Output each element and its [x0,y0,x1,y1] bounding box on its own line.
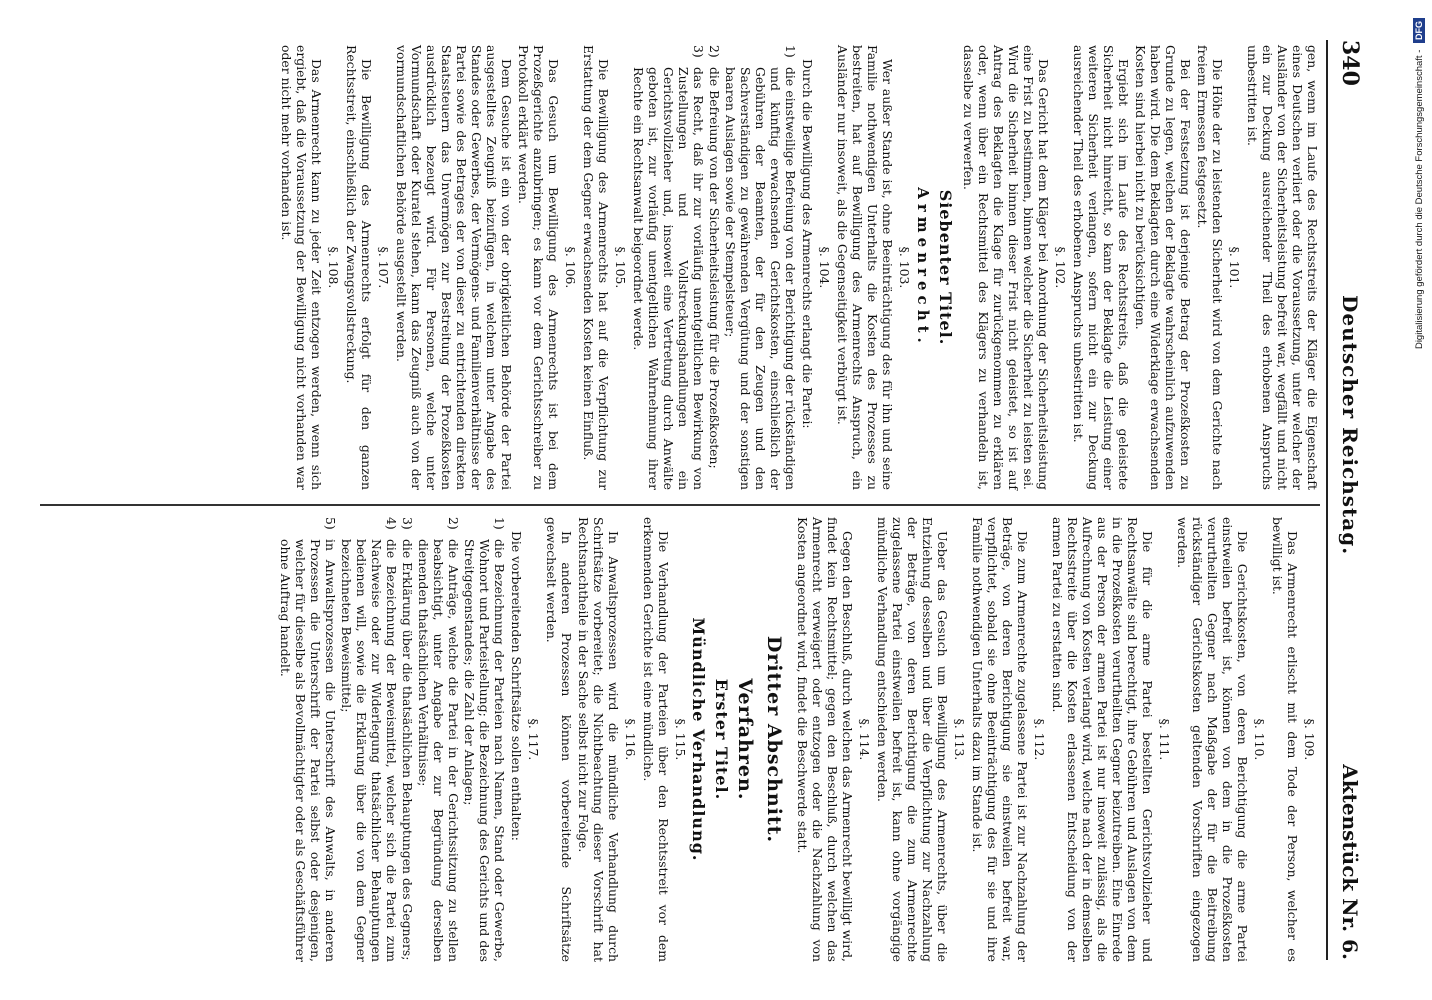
paragraph: Ergiebt sich im Laufe des Rechtsstreits, daß die geleistete Sicherheit nicht hinreicht, so kann der Beklagte die Leistung einer weiteren Sicherheit verlangen, sofern nicht ein zur Deckung ausreichender Theil des erhobenen Anspruchs unbestritten ist. [1071,45,1131,490]
title-heading: Erster Titel. [712,678,731,801]
section-heading: §. 108. [326,246,341,289]
paragraph: Wer außer Stande ist, ohne Beeinträchtigung des für ihn und seine Familie nothwendigen Unterhalts die Kosten des Prozesses zu bestreiten, hat auf Bewilligung des Armenrechts Anspruch, ein Ausländer nur insoweit, als die Gegenseitigkeit verbürgt ist. [835,45,895,490]
page-title: Deutscher Reichstag. [1338,295,1362,556]
rotated-document-page [10,0,1390,1000]
list-item: 3) die Erklärung über die thatsächlichen Behauptungen des Gegners; [400,517,415,961]
section-heading: §. 101. [1227,246,1242,289]
section-heading: §. 102. [1053,246,1068,289]
paragraph: Die zum Armenrechte zugelassene Partei ist zur Nachzahlung der Beträge, von deren Berichtigung sie einstweilen befreit war, verpflichtet, sobald sie ohne Beeinträchtigung des für sie und ihre Familie nothwendigen Unterhalts dazu im Stande ist. [970,517,1030,962]
paragraph: gen, wenn im Laufe des Rechtsstreits der Kläger die Eigenschaft eines Deutschen verliert oder die Voraussetzung, unter welcher der Ausländer von der Sicherheitsleistung befreit war, wegfällt und nicht ein zur Deckung ausreichender Theil des erhobenen Anspruchs unbestritten ist. [1245,45,1320,490]
paragraph: Die für die arme Partei bestellten Gerichtsvollzieher und Rechtsanwälte sind berechtigt, ihre Gebühren und Auslagen von dem in die Prozeßkosten verurtheilten Gegner beizutreiben. Eine Einrede aus der Person der armen Partei ist nur insoweit zulässig, als die Aufrechnung von Kosten verlangt wird, welche nach der in demselben Rechtsstreite über die Kosten erlassenen Entscheidung von der armen Partei zu erstatten sind. [1050,517,1155,962]
right-column [277,517,1320,962]
paragraph: Die vorbereitenden Schriftsätze sollen enthalten: [509,531,524,841]
section-heading: §. 106. [563,246,578,289]
paragraph: Gegen den Beschluß, durch welchen das Armenrecht bewilligt wird, findet kein Rechtsmittel; gegen den Beschluß, durch welchen das Armenrecht verweigert oder entzogen oder die Nachzahlung von Kosten angeordnet wird, findet die Beschwerde statt. [795,517,855,962]
section-heading: §. 112. [1032,718,1047,761]
dfg-logo: DFG [1413,18,1425,43]
section-heading: §. 115. [673,718,688,761]
page-number: 340 [1337,40,1363,86]
list-item: 2) die Befreiung von der Sicherheitsleistung für die Prozeßkosten; [707,45,722,469]
paragraph: Die Verhandlung der Parteien über den Rechtsstreit vor dem erkennenden Gerichte ist eine mündliche. [641,517,671,962]
section-heading: §. 110. [1252,718,1267,761]
part-subheading: Verfahren. [734,678,756,801]
page-header [1330,40,1370,960]
digitization-credit [1411,18,1429,993]
list-item: 2) die Anträge, welche die Partei in der Gerichtssitzung zu stellen beabsichtigt, unter Angabe der zur Begründung derselben dienenden thatsächlichen Verhältnisse; [416,517,461,962]
paragraph: Das Armenrecht erlischt mit dem Tode der Person, welcher es bewilligt ist. [1270,517,1300,962]
paragraph: Die Höhe der zu leistenden Sicherheit wird von dem Gerichte nach freiem Ermessen festgesetzt. [1195,45,1225,490]
list-item: 1) die einstweilige Befreiung von der Berichtigung der rückständigen und künftig erwachsenden Gerichtskosten, einschließlich der Gebühren der Beamten, der für den Zeugen und den Sachverständigen zu gewährenden Vergütung und der sonstigen baaren Auslagen sowie der Stempelsteuer; [723,45,798,490]
list-item: 3) das Recht, daß ihr zur vorläufig unentgeltlichen Bewirkung von Zustellungen und Vollstreckungshandlungen ein Gerichtsvollzieher und, insoweit eine Vertretung durch Anwälte geboten ist, zur vorläufig unentgeltlichen Wahrnehmung ihrer Rechte ein Rechtsanwalt beigeordnet werde. [631,45,706,490]
paragraph: Das Gericht hat dem Kläger bei Anordnung der Sicherheitsleistung eine Frist zu bestimmen, binnen welcher die Sicherheit zu leisten sei. Wird die Sicherheit binnen dieser Frist nicht geleistet, so ist auf Antrag des Beklagten die Klage für zurückgenommen zu erklären oder, wenn über ein Rechtsmittel des Klägers zu verhandeln ist, dasselbe zu verwerfen. [961,45,1051,490]
paragraph: Das Gesuch um Bewilligung des Armenrechts ist bei dem Prozeßgerichte anzubringen; es kann vor dem Gerichtsschreiber zu Protokoll erklärt werden. [516,45,561,490]
paragraph: Die Bewilligung des Armenrechts erfolgt für den ganzen Rechtsstreit, einschließlich der Zwangsvollstreckung. [344,45,374,490]
section-heading: §. 114. [857,718,872,761]
section-heading: §. 117. [526,718,541,761]
paragraph: Das Armenrecht kann zu jeder Zeit entzogen werden, wenn sich ergiebt, daß die Voraussetzung der Bewilligung nicht vorhanden war oder nicht mehr vorhanden ist. [279,45,324,490]
paragraph: In Anwaltsprozessen wird die mündliche Verhandlung durch Schriftsätze vorbereitet; die Nichtbeachtung dieser Vorschrift hat Rechtsnachtheile in der Sache selbst nicht zur Folge. [576,517,621,962]
section-heading: §. 111. [1157,718,1172,761]
section-heading: §. 116. [623,718,638,761]
column-divider [40,504,1320,506]
paragraph: Die Gerichtskosten, von deren Berichtigung die arme Partei einstweilen befreit ist, können von dem in die Prozeßkosten verurtheilten Gegner nach Maßgabe der für die Beitreibung rückständiger Gerichtskosten geltenden Vorschriften eingezogen werden. [1175,517,1250,962]
title-subheading: Mündliche Verhandlung. [689,617,708,862]
paragraph: Durch die Bewilligung des Armenrechts erlangt die Partei: [800,59,815,429]
list-item: 5) in Anwaltsprozessen die Unterschrift des Anwalts, in anderen Prozessen die Unterschrift der Partei selbst oder desjenigen, welcher für dieselbe als Bevollmächtigter oder als Geschäftsführer ohne Auftrag handelt. [278,517,338,962]
section-heading: §. 107. [376,246,391,289]
section-heading: §. 113. [952,718,967,761]
paragraph: Die Bewilligung des Armenrechts hat auf die Verpflichtung zur Erstattung der dem Gegner erwachsenden Kosten keinen Einfluß. [581,45,611,490]
paragraph: Ueber das Gesuch um Bewilligung des Armenrechts, über die Entziehung desselben und über die Verpflichtung zur Nachzahlung der Beträge, von deren Berichtigung die zum Armenrechte zugelassene Partei einstweilen befreit ist, kann ohne vorgängige mündliche Verhandlung entschieden werden. [875,517,950,962]
paragraph: Bei der Festsetzung ist derjenige Betrag der Prozeßkosten zu Grunde zu legen, welchen der Beklagte wahrscheinlich aufzuwenden haben wird. Die dem Beklagten durch eine Widerklage erwachsenden Kosten sind hierbei nicht zu berücksichtigen. [1133,45,1193,490]
list-item: 1) die Bezeichnung der Parteien nach Namen, Stand oder Gewerbe, Wohnort und Parteistellung; die Bezeichnung des Gerichts und des Streitgegenstandes; die Zahl der Anlagen; [462,517,507,962]
credit-text: Digitalisierung gefördert durch die Deutsche Forschungsgemeinschaft - [1414,49,1425,350]
section-heading: §. 105. [613,246,628,289]
part-heading: Dritter Abschnitt. [763,635,785,844]
section-heading: §. 109. [1302,718,1317,761]
header-rule [1326,40,1328,960]
section-heading: §. 103. [897,246,912,289]
list-item: 4) die Bezeichnung der Beweismittel, welcher sich die Partei zum Nachweise oder zur Widerlegung thatsächlicher Behauptungen bedienen will, sowie die Erklärung über die von dem Gegner bezeichneten Beweismittel; [339,517,399,962]
paragraph: Dem Gesuche ist ein von der obrigkeitlichen Behörde der Partei ausgestelltes Zeugniß beizufügen, in welchem unter Angabe des Standes oder Gewerbes, der Vermögens- und Familienverhältnisse der Partei sowie des Betrages der von dieser zu entrichtenden direkten Staatssteuern das Unvermögen zur Bestreitung der Prozeßkosten ausdrücklich bezeugt wird. Für Personen, welche unter Vormundschaft oder Kuratel stehen, kann das Zeugniß auch von der vormundschaftlichen Behörde ausgestellt werden. [394,45,514,490]
title-heading: Siebenter Titel. [936,189,955,346]
section-heading: §. 104. [817,246,832,289]
paragraph: In anderen Prozessen können vorbereitende Schriftsätze gewechselt werden. [544,517,574,962]
issue-label: Aktenstück Nr. 6. [1338,764,1362,960]
left-column [277,45,1320,490]
title-subheading: Armenrecht. [914,187,932,348]
